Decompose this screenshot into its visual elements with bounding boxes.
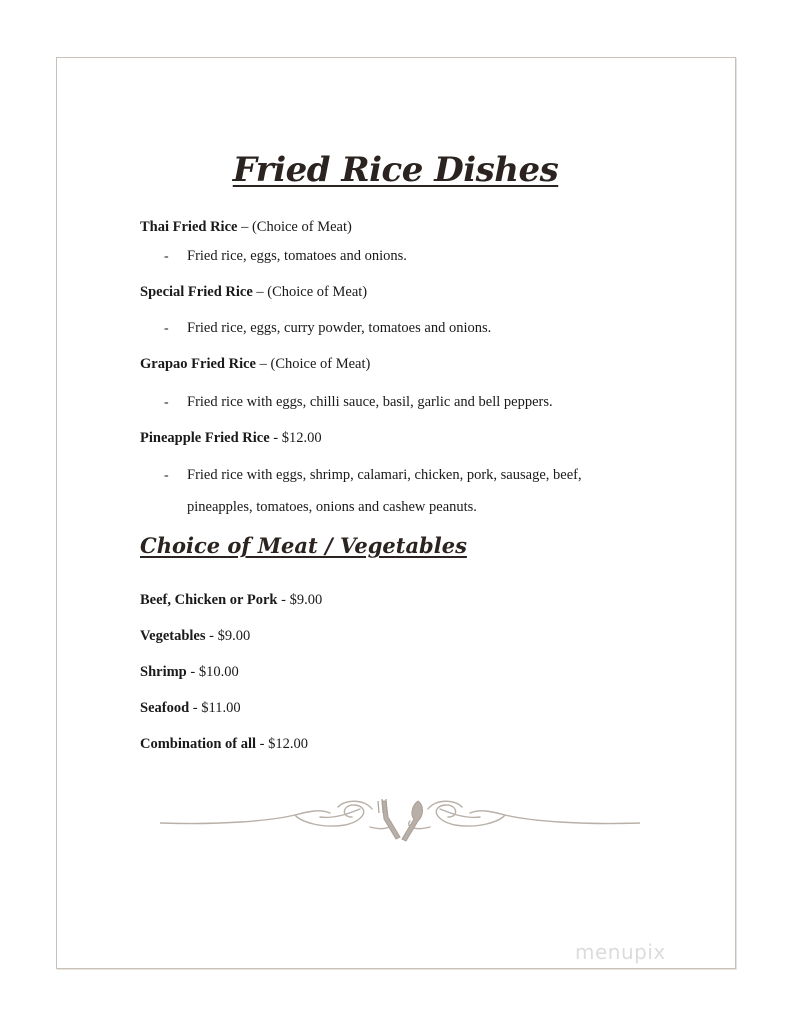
item-price: $9.00 xyxy=(217,628,251,644)
item-name: Beef, Chicken or Pork xyxy=(140,592,278,608)
item-description: Fried rice with eggs, chilli sauce, basil, garlic and bell peppers. xyxy=(187,394,553,410)
choice-item-combination xyxy=(140,736,308,753)
item-separator: - xyxy=(205,628,218,644)
bullet-dash: - xyxy=(164,395,169,410)
item-name: Combination of all xyxy=(140,736,257,752)
item-separator: - xyxy=(186,664,199,680)
choice-item-seafood xyxy=(140,700,241,717)
item-name: Vegetables xyxy=(140,628,206,644)
item-separator: - xyxy=(277,592,290,608)
item-price: (Choice of Meat) xyxy=(251,219,352,235)
item-separator: – xyxy=(252,284,268,300)
item-description: Fried rice, eggs, curry powder, tomatoes and onions. xyxy=(187,320,492,336)
item-name: Grapao Fried Rice xyxy=(140,356,256,372)
item-price: $11.00 xyxy=(201,700,241,716)
item-price: $12.00 xyxy=(268,736,308,752)
fork-knife-ornament-icon xyxy=(160,795,640,850)
menu-item-grapao-fried-rice xyxy=(140,356,370,373)
menupix-watermark: menupix xyxy=(575,940,666,964)
page-title: Fried Rice Dishes xyxy=(232,150,559,190)
item-name: Shrimp xyxy=(140,664,187,680)
item-name: Special Fried Rice xyxy=(140,284,253,300)
choice-item-vegetables xyxy=(140,628,250,645)
item-description: Fried rice, eggs, tomatoes and onions. xyxy=(187,248,407,264)
choice-item-shrimp xyxy=(140,664,239,681)
item-price: (Choice of Meat) xyxy=(270,356,371,372)
section-title-choice-of-meat: Choice of Meat / Vegetables xyxy=(140,533,467,558)
item-name: Thai Fried Rice xyxy=(140,219,238,235)
item-price: (Choice of Meat) xyxy=(267,284,368,300)
choice-item-beef-chicken-pork xyxy=(140,592,322,609)
item-description-continued: pineapples, tomatoes, onions and cashew peanuts. xyxy=(187,499,477,515)
item-description: Fried rice with eggs, shrimp, calamari, chicken, pork, sausage, beef, xyxy=(187,467,582,483)
item-name: Pineapple Fried Rice xyxy=(140,430,270,446)
item-price: $12.00 xyxy=(281,430,322,446)
bullet-dash: - xyxy=(164,249,169,264)
item-separator: - xyxy=(269,430,282,446)
item-price: $10.00 xyxy=(198,664,239,680)
item-separator: - xyxy=(189,700,202,716)
menu-item-special-fried-rice xyxy=(140,284,367,301)
bullet-dash: - xyxy=(164,321,169,336)
bullet-dash: - xyxy=(164,468,169,483)
item-separator: – xyxy=(255,356,271,372)
menu-item-pineapple-fried-rice xyxy=(140,430,322,447)
item-name: Seafood xyxy=(140,700,190,716)
item-separator: – xyxy=(237,219,252,235)
item-price: $9.00 xyxy=(289,592,323,608)
item-separator: - xyxy=(256,736,269,752)
menu-item-thai-fried-rice xyxy=(140,219,352,236)
